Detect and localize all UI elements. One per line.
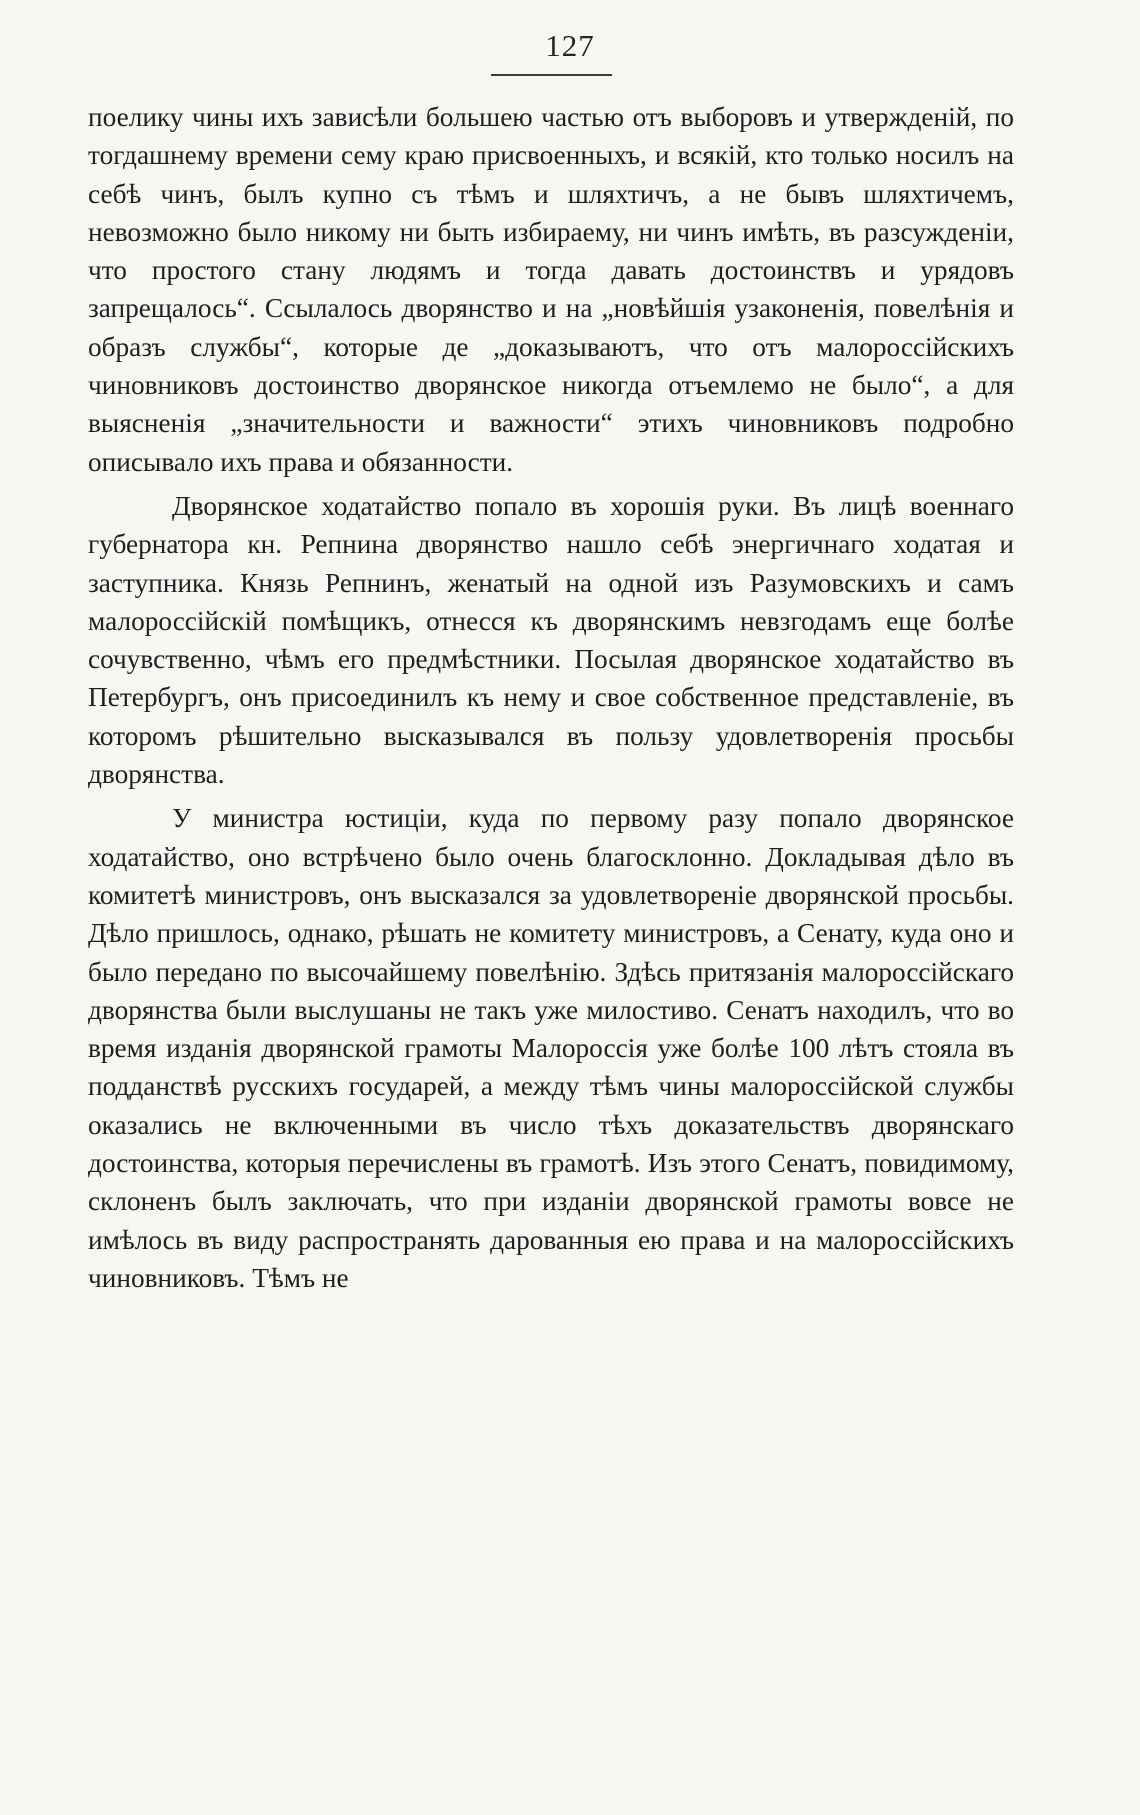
paragraph-minister-senate: У министра юстиціи, куда по первому разу попало дворянское ходатайство, оно встрѣчено было очень благосклонно. Докладывая дѣло въ комитетѣ министровъ, онъ высказался за удовлетвореніе дворянской просьбы. Дѣло пришлось, однако, рѣшать не комитету министровъ, а Сенату, куда оно и было передано по высочайшему повелѣнію. Здѣсь притязанія малороссійскаго дворянства были выслушаны не такъ уже милостиво. Сенатъ находилъ, что во время изданія дворянской грамоты Малороссія уже болѣе 100 лѣтъ стояла въ подданствѣ русскихъ государей, а между тѣмъ чины малороссійской службы оказались не включенными въ число тѣхъ доказательствъ дворянскаго достоинства, которыя перечислены въ грамотѣ. Изъ этого Сенатъ, повидимому, склоненъ былъ заключать, что при изданіи дворянской грамоты вовсе не имѣлось въ виду распространять дарованныя ею права и на малороссійскихъ чиновниковъ. Тѣмъ не: [88, 803, 1014, 1293]
page-number-underline: [491, 74, 612, 76]
body-text: [88, 98, 1014, 1297]
page-number: 127: [545, 28, 595, 63]
paragraph-continuation: поелику чины ихъ зависѣли большею частью отъ выборовъ и утвержденій, по тогдашнему времени сему краю присвоенныхъ, и всякій, кто только носилъ на себѣ чинъ, былъ купно съ тѣмъ и шляхтичъ, а не бывъ шляхтичемъ, невозможно было никому ни быть избираему, ни чинъ имѣть, въ разсужденіи, что простого стану людямъ и тогда давать достоинствъ и урядовъ запрещалось“. Ссылалось дворянство и на „новѣйшія узаконенія, повелѣнія и образъ службы“, которые де „доказываютъ, что отъ малороссійскихъ чиновниковъ достоинство дворянское никогда отъемлемо не было“, а для выясненія „значительности и важности“ этихъ чиновниковъ подробно описывало ихъ права и обязанности.: [88, 102, 1014, 477]
paragraph-repnin-petition: Дворянское ходатайство попало въ хорошія руки. Въ лицѣ военнаго губернатора кн. Репнина дворянство нашло себѣ энергичнаго ходатая и заступника. Князь Репнинъ, женатый на одной изъ Разумовскихъ и самъ малороссійскій помѣщикъ, отнесся къ дворянскимъ невзгодамъ еще болѣе сочувственно, чѣмъ его предмѣстники. Посылая дворянское ходатайство въ Петербургъ, онъ присоединилъ къ нему и свое собственное представленіе, въ которомъ рѣшительно высказывался въ пользу удовлетворенія просьбы дворянства.: [88, 490, 1014, 790]
